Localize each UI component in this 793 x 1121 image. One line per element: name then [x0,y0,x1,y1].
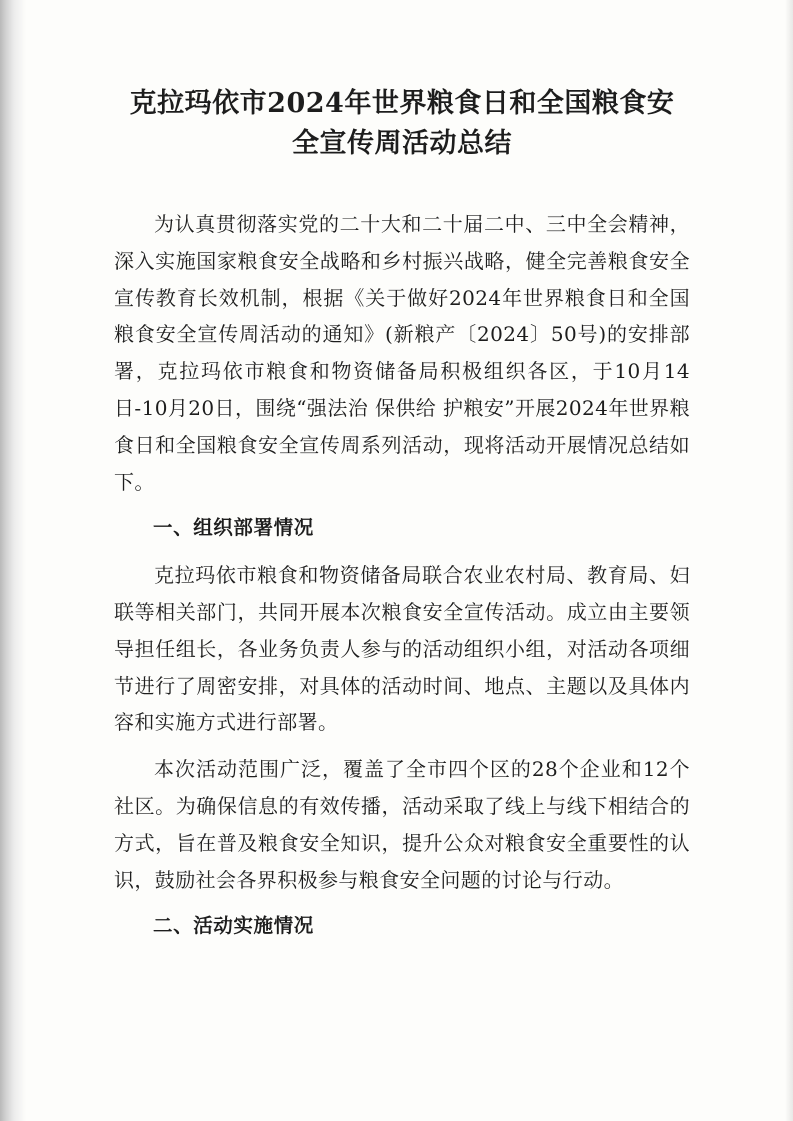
organization-paragraph-1: 克拉玛依市粮食和物资储备局联合农业农村局、教育局、妇联等相关部门，共同开展本次粮食安全宣传活动。成立由主要领导担任组长，各业务负责人参与的活动组织小组，对活动各项细节进行了周密安排，对具体的活动时间、地点、主题以及具体内容和实施方式进行部署。 [114,563,690,735]
document-page [114,84,690,945]
spacer [114,741,690,751]
spacer [114,547,690,557]
intro-paragraph: 为认真贯彻落实党的二十大和二十届二中、三中全会精神，深入实施国家粮食安全战略和乡村振兴战略，健全完善粮食安全宣传教育长效机制，根据《关于做好2024年世界粮食日和全国粮食安全宣传周活动的通知》(新粮产〔2024〕50号)的安排部署，克拉玛依市粮食和物资储备局积极组织各区，于10月14日-10月20日，围绕“强法治 保供给 护粮安”开展2024年世界粮食日和全国粮食安全宣传周系列活动，现将活动开展情况总结如下。 [114,212,690,494]
scan-edge-right [785,0,793,1121]
organization-paragraph-2: 本次活动范围广泛，覆盖了全市四个区的28个企业和12个社区。为确保信息的有效传播，活动采取了线上与线下相结合的方式，旨在普及粮食安全知识，提升公众对粮食安全重要性的认识，鼓励社会各界积极参与粮食安全问题的讨论与行动。 [114,757,690,892]
title-line-2: 全宣传周活动总结 [292,128,512,159]
scan-edge-shadow [0,0,26,1121]
spacer [114,898,690,908]
document-title [114,84,690,164]
section-heading-organization: 一、组织部署情况 [153,516,314,540]
title-line-1: 克拉玛依市2024年世界粮食日和全国粮食安 [129,88,675,119]
section-heading-implementation: 二、活动实施情况 [153,914,314,938]
spacer [114,500,690,510]
document-body [114,206,690,945]
